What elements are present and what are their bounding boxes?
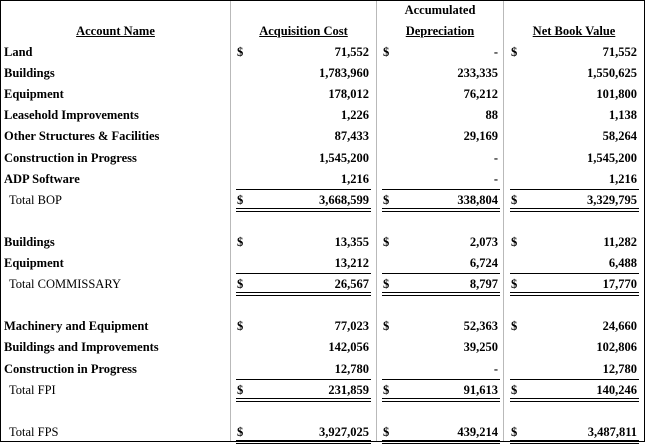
acquisition-cost-value: 142,056 <box>328 340 369 355</box>
table-row <box>1 169 644 190</box>
dollar-sign: $ <box>237 45 244 59</box>
depreciation-value: - <box>493 361 498 376</box>
table-row <box>1 359 644 380</box>
acquisition-cost-value: 1,216 <box>340 171 369 186</box>
net-book-value: 3,329,795 <box>587 192 637 207</box>
depreciation-value: - <box>493 150 498 165</box>
depreciation-value: - <box>493 45 498 59</box>
account-name-header: Account Name <box>76 24 155 38</box>
dollar-sign: $ <box>383 277 390 292</box>
depreciation-value: 2,073 <box>469 234 498 249</box>
account-label: Machinery and Equipment <box>4 319 149 334</box>
net-book-value: 58,264 <box>602 129 637 144</box>
table-row <box>1 148 644 169</box>
dollar-sign: $ <box>237 382 244 397</box>
dollar-sign: $ <box>383 319 390 334</box>
net-book-value: 6,488 <box>608 256 637 270</box>
acquisition-cost-value: 26,567 <box>334 277 369 292</box>
table-row <box>1 253 644 274</box>
account-label: Total FPS <box>9 424 59 439</box>
dollar-sign: $ <box>237 277 244 292</box>
acquisition-cost-value: 77,023 <box>334 319 369 334</box>
net-book-value: 11,282 <box>603 234 637 249</box>
account-label: Buildings and Improvements <box>4 340 159 355</box>
accumulated-header: Accumulated <box>404 3 476 17</box>
account-label: Other Structures & Facilities <box>4 129 160 144</box>
net-book-value: 1,138 <box>608 108 637 123</box>
table-row <box>1 337 644 358</box>
table-row <box>1 316 644 337</box>
account-label: Buildings <box>4 234 55 249</box>
acquisition-cost-header: Acquisition Cost <box>259 24 348 38</box>
acquisition-cost-value: 3,668,599 <box>319 192 369 207</box>
depreciation-value: 338,804 <box>457 192 498 207</box>
dollar-sign: $ <box>383 382 390 397</box>
depreciation-value: 233,335 <box>457 66 498 81</box>
depreciation-value: 88 <box>485 108 498 123</box>
account-label: Equipment <box>4 87 64 102</box>
account-label: ADP Software <box>4 171 80 186</box>
dollar-sign: $ <box>383 192 390 207</box>
net-book-value: 71,552 <box>602 45 637 59</box>
depreciation-header: Depreciation <box>405 24 475 38</box>
net-book-value: 17,770 <box>602 277 637 292</box>
acquisition-cost-value: 87,433 <box>334 129 369 144</box>
account-label: Construction in Progress <box>4 150 137 165</box>
dollar-sign: $ <box>511 192 518 207</box>
acquisition-cost-value: 1,545,200 <box>319 150 369 165</box>
table-row <box>1 126 644 147</box>
depreciation-value: 439,214 <box>457 424 498 439</box>
net-book-value: 140,246 <box>596 382 637 397</box>
table-row <box>1 84 644 105</box>
net-book-value: 101,800 <box>596 87 637 102</box>
depreciation-value: - <box>493 171 498 186</box>
depreciation-value: 6,724 <box>469 256 498 270</box>
acquisition-cost-value: 3,927,025 <box>319 424 369 439</box>
spacer-row <box>1 211 644 232</box>
dollar-sign: $ <box>237 234 244 249</box>
acquisition-cost-value: 12,780 <box>334 361 369 376</box>
depreciation-value: 91,613 <box>463 382 498 397</box>
account-label: Total FPI <box>9 382 56 397</box>
table-row <box>1 105 644 126</box>
account-label: Buildings <box>4 66 55 81</box>
table-row <box>1 232 644 253</box>
spacer-row <box>1 295 644 316</box>
spacer-row <box>1 401 644 422</box>
depreciation-value: 8,797 <box>469 277 498 292</box>
acquisition-cost-value: 231,859 <box>328 382 369 397</box>
dollar-sign: $ <box>383 234 390 249</box>
dollar-sign: $ <box>383 45 390 59</box>
net-book-value: 12,780 <box>602 361 637 376</box>
account-label: Equipment <box>4 256 64 270</box>
net-book-value: 1,216 <box>608 171 637 186</box>
dollar-sign: $ <box>237 424 244 439</box>
dollar-sign: $ <box>511 277 518 292</box>
net-book-value-header: Net Book Value <box>532 24 616 38</box>
account-label: Leasehold Improvements <box>4 108 139 123</box>
net-book-value: 3,487,811 <box>587 424 637 439</box>
acquisition-cost-value: 1,226 <box>340 108 369 123</box>
dollar-sign: $ <box>237 192 244 207</box>
net-book-value: 24,660 <box>602 319 637 334</box>
depreciation-value: 76,212 <box>463 87 498 102</box>
net-book-value: 1,545,200 <box>587 150 637 165</box>
account-label: Construction in Progress <box>4 361 137 376</box>
acquisition-cost-value: 71,552 <box>334 45 369 59</box>
acquisition-cost-value: 178,012 <box>328 87 369 102</box>
dollar-sign: $ <box>511 382 518 397</box>
table-row <box>1 63 644 84</box>
acquisition-cost-value: 13,212 <box>334 256 369 270</box>
depreciation-value: 29,169 <box>463 129 498 144</box>
table-row <box>1 42 644 63</box>
account-label: Total COMMISSARY <box>9 277 121 292</box>
account-label: Land <box>4 45 33 59</box>
dollar-sign: $ <box>383 424 390 439</box>
dollar-sign: $ <box>511 319 518 334</box>
depreciation-value: 52,363 <box>463 319 498 334</box>
acquisition-cost-value: 13,355 <box>334 234 369 249</box>
net-book-value: 1,550,625 <box>587 66 637 81</box>
account-label: Total BOP <box>9 192 62 207</box>
dollar-sign: $ <box>511 234 518 249</box>
dollar-sign: $ <box>237 319 244 334</box>
net-book-value: 102,806 <box>596 340 637 355</box>
acquisition-cost-value: 1,783,960 <box>319 66 369 81</box>
dollar-sign: $ <box>511 424 518 439</box>
dollar-sign: $ <box>511 45 518 59</box>
depreciation-value: 39,250 <box>463 340 498 355</box>
